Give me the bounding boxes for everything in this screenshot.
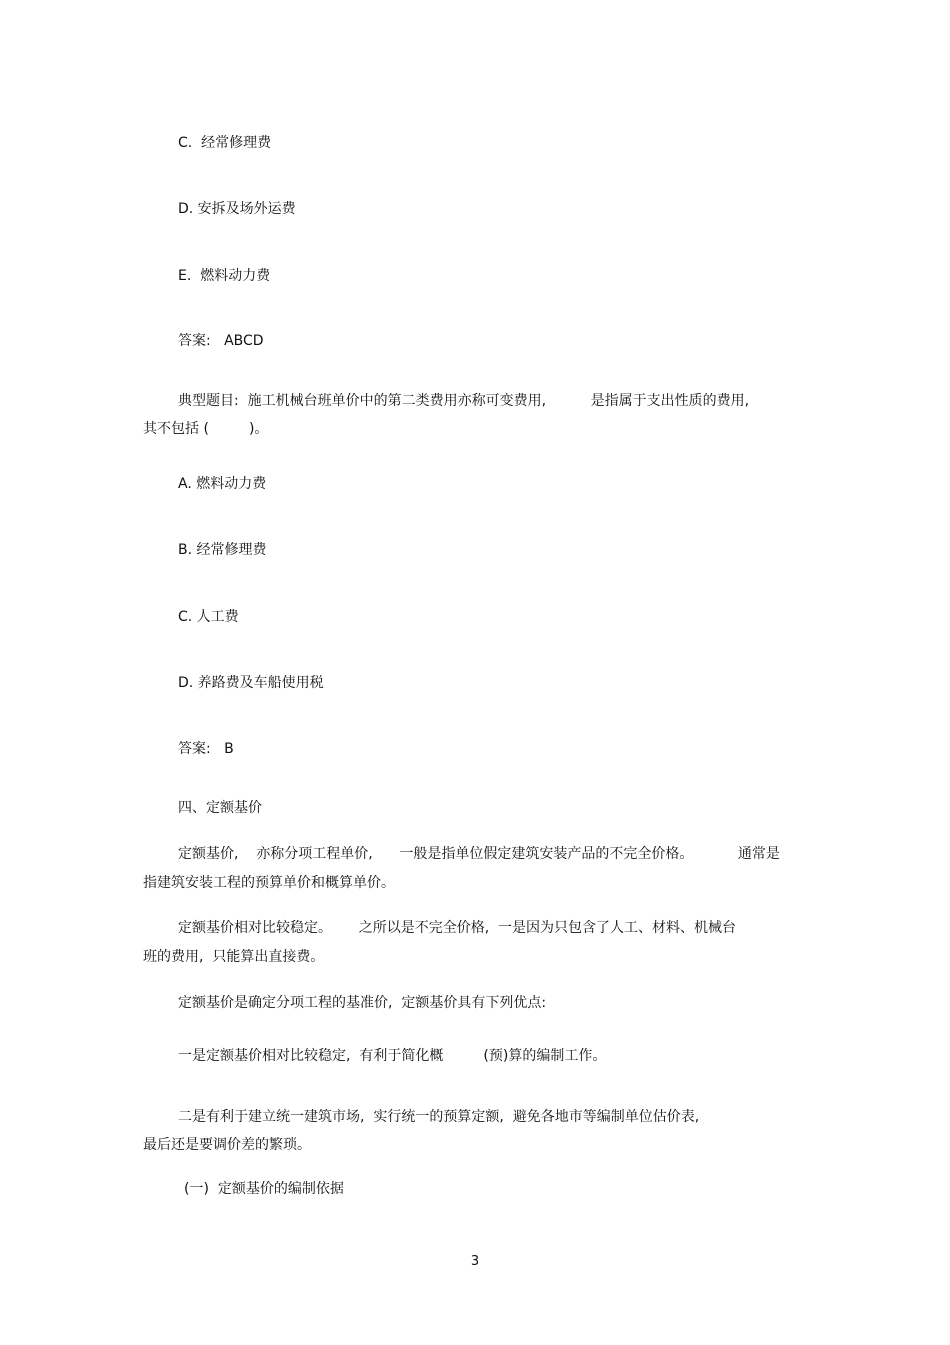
advantage-2-line-1: 二是有利于建立统一建筑市场, 实行统一的预算定额, 避免各地市等编制单位估价表, (178, 1109, 700, 1125)
option-d-road-tax: D. 养路费及车船使用税 (178, 675, 324, 691)
question-line-2: 其不包括 ( )。 (143, 421, 269, 437)
answer-1: 答案: ABCD (178, 333, 264, 349)
paragraph-2-line-1: 定额基价相对比较稳定。 之所以是不完全价格, 一是因为只包含了人工、材料、机械台 (178, 920, 737, 936)
option-e-fuel-cost: E. 燃料动力费 (178, 268, 271, 284)
paragraph-2-line-2: 班的费用, 只能算出直接费。 (143, 949, 325, 965)
option-c-labor-cost: C. 人工费 (178, 609, 239, 625)
option-b-repair-cost: B. 经常修理费 (178, 542, 267, 558)
option-c-repair-cost: C. 经常修理费 (178, 135, 272, 151)
question-line-1: 典型题目: 施工机械台班单价中的第二类费用亦称可变费用, 是指属于支出性质的费用, (178, 393, 750, 409)
option-d-installation-cost: D. 安拆及场外运费 (178, 201, 296, 217)
paragraph-1-line-1: 定额基价, 亦称分项工程单价, 一般是指单位假定建筑安装产品的不完全价格。 通常是 (178, 846, 780, 862)
paragraph-3: 定额基价是确定分项工程的基准价, 定额基价具有下列优点: (178, 995, 547, 1011)
advantage-1: 一是定额基价相对比较稳定, 有利于简化概 (预)算的编制工作。 (178, 1048, 607, 1064)
option-a-fuel-cost: A. 燃料动力费 (178, 476, 267, 492)
page-number: 3 (470, 1254, 480, 1269)
subsection-heading: (一) 定额基价的编制依据 (184, 1181, 344, 1197)
section-heading: 四、定额基价 (178, 800, 262, 816)
advantage-2-line-2: 最后还是要调价差的繁琐。 (143, 1137, 311, 1153)
paragraph-1-line-2: 指建筑安装工程的预算单价和概算单价。 (143, 875, 395, 891)
answer-2: 答案: B (178, 741, 234, 757)
